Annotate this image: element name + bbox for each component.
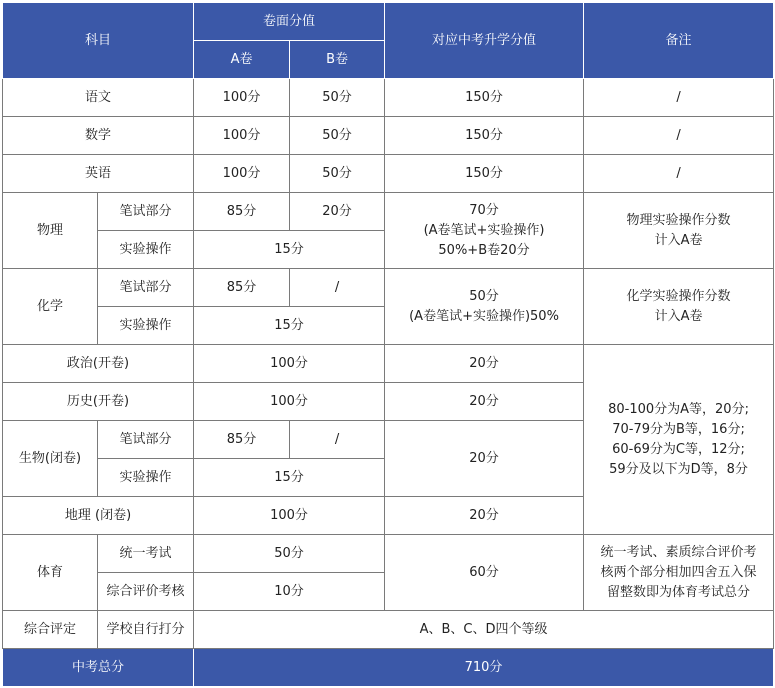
politics-exam: 20分 bbox=[385, 345, 584, 383]
header-paper-score: 卷面分值 bbox=[194, 3, 385, 41]
biology-exam: 20分 bbox=[385, 421, 584, 497]
chemistry-exam bbox=[385, 269, 584, 345]
row-total bbox=[3, 649, 774, 687]
row-pe-unified bbox=[3, 535, 774, 573]
pe-unified-score: 50分 bbox=[194, 535, 385, 573]
chinese-remark: / bbox=[584, 79, 774, 117]
row-politics bbox=[3, 345, 774, 383]
grading-remark-line4: 59分及以下为D等，8分 bbox=[609, 461, 748, 477]
english-exam: 150分 bbox=[385, 155, 584, 193]
biology-lab-label: 实验操作 bbox=[98, 459, 194, 497]
row-chinese bbox=[3, 79, 774, 117]
header-row-1 bbox=[3, 3, 774, 41]
pe-exam: 60分 bbox=[385, 535, 584, 611]
row-physics-written bbox=[3, 193, 774, 231]
pe-remark-line3: 留整数即为体育考试总分 bbox=[607, 584, 751, 600]
header-paper-a: A卷 bbox=[194, 41, 290, 79]
subject-english: 英语 bbox=[3, 155, 194, 193]
subject-biology: 生物(闭卷) bbox=[3, 421, 98, 497]
biology-written-a: 85分 bbox=[194, 421, 290, 459]
physics-lab-score: 15分 bbox=[194, 231, 385, 269]
row-english bbox=[3, 155, 774, 193]
header-exam-score: 对应中考升学分值 bbox=[385, 3, 584, 79]
subject-geography: 地理 (闭卷) bbox=[3, 497, 194, 535]
comprehensive-method: 学校自行打分 bbox=[98, 611, 194, 649]
physics-exam-line3: 50%+B卷20分 bbox=[438, 242, 530, 258]
math-exam: 150分 bbox=[385, 117, 584, 155]
english-remark: / bbox=[584, 155, 774, 193]
physics-remark bbox=[584, 193, 774, 269]
physics-remark-line1: 物理实验操作分数 bbox=[626, 212, 731, 228]
chemistry-remark bbox=[584, 269, 774, 345]
subject-chemistry: 化学 bbox=[3, 269, 98, 345]
chinese-b: 50分 bbox=[290, 79, 385, 117]
header-paper-b: B卷 bbox=[290, 41, 385, 79]
geography-exam: 20分 bbox=[385, 497, 584, 535]
chemistry-remark-line1: 化学实验操作分数 bbox=[626, 288, 731, 304]
chemistry-lab-score: 15分 bbox=[194, 307, 385, 345]
chemistry-written-label: 笔试部分 bbox=[98, 269, 194, 307]
grading-remark bbox=[584, 345, 774, 535]
physics-exam-line1: 70分 bbox=[469, 202, 499, 218]
row-chemistry-written bbox=[3, 269, 774, 307]
english-a: 100分 bbox=[194, 155, 290, 193]
physics-remark-line2: 计入A卷 bbox=[654, 232, 703, 248]
biology-written-label: 笔试部分 bbox=[98, 421, 194, 459]
total-value: 710分 bbox=[194, 649, 774, 687]
chemistry-exam-line1: 50分 bbox=[469, 288, 499, 304]
physics-written-b: 20分 bbox=[290, 193, 385, 231]
math-a: 100分 bbox=[194, 117, 290, 155]
grading-remark-line2: 70-79分为B等，16分; bbox=[612, 421, 745, 437]
chemistry-written-b: / bbox=[290, 269, 385, 307]
subject-comprehensive: 综合评定 bbox=[3, 611, 98, 649]
header-subject: 科目 bbox=[3, 3, 194, 79]
biology-written-b: / bbox=[290, 421, 385, 459]
chemistry-lab-label: 实验操作 bbox=[98, 307, 194, 345]
history-score: 100分 bbox=[194, 383, 385, 421]
grading-remark-line3: 60-69分为C等，12分; bbox=[612, 441, 745, 457]
grading-remark-line1: 80-100分为A等，20分; bbox=[608, 401, 749, 417]
pe-eval-score: 10分 bbox=[194, 573, 385, 611]
header-remarks: 备注 bbox=[584, 3, 774, 79]
politics-score: 100分 bbox=[194, 345, 385, 383]
pe-remark-line1: 统一考试、素质综合评价考 bbox=[600, 544, 757, 560]
subject-math: 数学 bbox=[3, 117, 194, 155]
history-exam: 20分 bbox=[385, 383, 584, 421]
pe-unified-label: 统一考试 bbox=[98, 535, 194, 573]
pe-remark-line2: 核两个部分相加四舍五入保 bbox=[600, 564, 757, 580]
biology-lab-score: 15分 bbox=[194, 459, 385, 497]
subject-physics: 物理 bbox=[3, 193, 98, 269]
subject-chinese: 语文 bbox=[3, 79, 194, 117]
pe-remark bbox=[584, 535, 774, 611]
chemistry-remark-line2: 计入A卷 bbox=[654, 308, 703, 324]
physics-exam-line2: (A卷笔试+实验操作) bbox=[423, 222, 545, 238]
math-b: 50分 bbox=[290, 117, 385, 155]
subject-politics: 政治(开卷) bbox=[3, 345, 194, 383]
math-remark: / bbox=[584, 117, 774, 155]
english-b: 50分 bbox=[290, 155, 385, 193]
chinese-a: 100分 bbox=[194, 79, 290, 117]
row-math bbox=[3, 117, 774, 155]
pe-eval-label: 综合评价考核 bbox=[98, 573, 194, 611]
total-label: 中考总分 bbox=[3, 649, 194, 687]
row-comprehensive bbox=[3, 611, 774, 649]
chemistry-exam-line2: (A卷笔试+实验操作)50% bbox=[409, 308, 559, 324]
score-table bbox=[2, 2, 774, 687]
geography-score: 100分 bbox=[194, 497, 385, 535]
physics-exam bbox=[385, 193, 584, 269]
chinese-exam: 150分 bbox=[385, 79, 584, 117]
physics-lab-label: 实验操作 bbox=[98, 231, 194, 269]
physics-written-label: 笔试部分 bbox=[98, 193, 194, 231]
chemistry-written-a: 85分 bbox=[194, 269, 290, 307]
subject-pe: 体育 bbox=[3, 535, 98, 611]
comprehensive-levels: A、B、C、D四个等级 bbox=[194, 611, 774, 649]
subject-history: 历史(开卷) bbox=[3, 383, 194, 421]
physics-written-a: 85分 bbox=[194, 193, 290, 231]
